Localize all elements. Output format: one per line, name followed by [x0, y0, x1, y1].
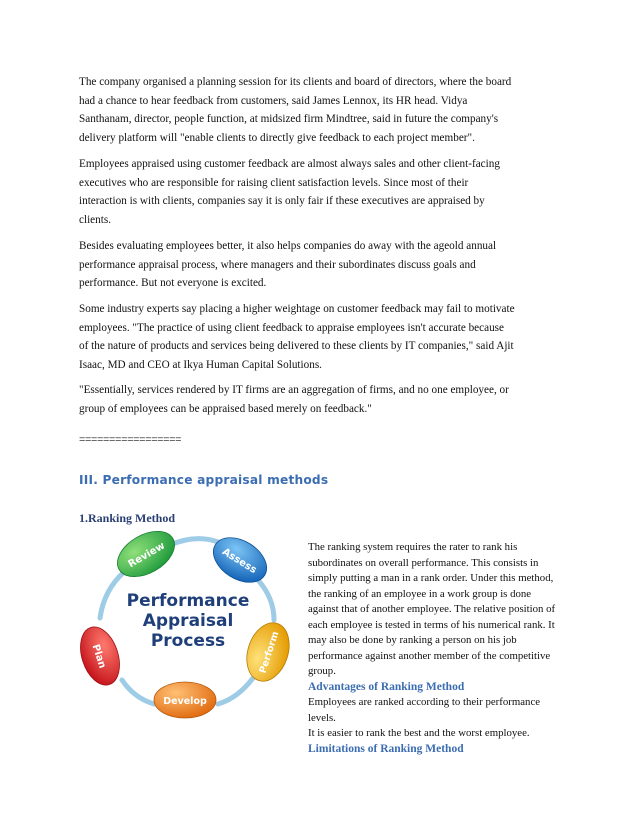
- text-line: the ranking of an employee in a work group is done: [308, 587, 532, 600]
- performance-appraisal-process-figure: [78, 528, 294, 720]
- develop-label: Develop: [163, 696, 207, 707]
- perform-step: [240, 617, 294, 686]
- limitations-heading: Limitations of Ranking Method: [308, 742, 464, 755]
- text-line: Isaac, MD and CEO at Ikya Human Capital Solutions.: [79, 358, 322, 371]
- assess-label: Assess: [220, 546, 259, 577]
- text-line: executives who are responsible for raising client satisfaction levels. Since most of their: [79, 176, 469, 189]
- title-line-1: Performance: [126, 591, 250, 611]
- text-line: group of employees can be appraised based merely on feedback.": [79, 402, 372, 415]
- paragraph-2: [79, 155, 579, 229]
- review-label: Review: [126, 540, 168, 571]
- divider-line: =================: [79, 434, 182, 446]
- text-line: Besides evaluating employees better, it also helps companies do away with the ageold annual: [79, 240, 497, 252]
- text-line: against that of another employee. The relative position of: [308, 603, 556, 615]
- plan-label: Plan: [89, 643, 108, 670]
- assess-step: [205, 529, 274, 592]
- text-line: Santhanam, director, people function, at midsized firm Mindtree, said in future the company's: [79, 113, 499, 125]
- text-line: delivery platform will "enable clients to directly give feedback to each project member".: [79, 131, 475, 144]
- paragraph-3: [79, 237, 579, 293]
- ranking-method-text: [308, 540, 596, 757]
- text-line: clients.: [79, 213, 112, 226]
- text-line: had a chance to hear feedback from customers, said James Lennox, its HR head. Vidya: [79, 94, 468, 107]
- text-line: Employees are ranked according to their performance: [308, 696, 541, 708]
- text-line: performance appraisal process, where managers and their subordinates discuss goals and: [79, 258, 476, 271]
- text-line: The ranking system requires the rater to rank his: [308, 541, 518, 553]
- text-line: group.: [308, 665, 336, 677]
- text-line: performance. But not everyone is excited.: [79, 277, 267, 289]
- text-line: interaction is with clients, companies say it is only fair if these executives are appraised by: [79, 195, 485, 207]
- title-line-3: Process: [150, 631, 226, 651]
- text-line: levels.: [308, 711, 336, 724]
- process-title: [127, 591, 250, 651]
- text-line: may also be done by ranking a person on his job: [308, 634, 517, 646]
- section-heading: III. Performance appraisal methods: [79, 473, 329, 487]
- advantages-heading: Advantages of Ranking Method: [308, 680, 465, 693]
- text-line: The company organised a planning session for its clients and board of directors, where the board: [79, 76, 512, 88]
- plan-step: [78, 622, 126, 690]
- paragraph-4: [79, 300, 579, 374]
- text-line: employees. "The practice of using client feedback to appraise employees isn't accurate because: [79, 321, 504, 334]
- text-line: Some industry experts say placing a higher weightage on customer feedback may fail to motivate: [79, 303, 515, 315]
- text-line: each employee is tested in terms of his numerical rank. It: [308, 618, 555, 631]
- text-line: simply putting a man in a rank order. Under this method,: [308, 572, 554, 584]
- paragraph-1: [79, 73, 579, 147]
- text-line: of the nature of products and services being delivered to these clients by IT companies," said Ajit: [79, 340, 514, 352]
- text-line: It is easier to rank the best and the worst employee.: [308, 727, 530, 739]
- text-line: subordinates on overall performance. This consists in: [308, 556, 539, 569]
- develop-step: [154, 682, 216, 718]
- perform-label: Perform: [257, 630, 282, 675]
- text-line: "Essentially, services rendered by IT firms are an aggregation of firms, and no one employee, or: [79, 384, 509, 396]
- text-line: performance against another member of the competitive: [308, 649, 551, 662]
- paragraph-5: [79, 381, 579, 418]
- text-line: Employees appraised using customer feedback are almost always sales and other client-facing: [79, 158, 500, 170]
- sub-heading: 1.Ranking Method: [79, 511, 176, 525]
- title-line-2: Appraisal: [142, 611, 234, 631]
